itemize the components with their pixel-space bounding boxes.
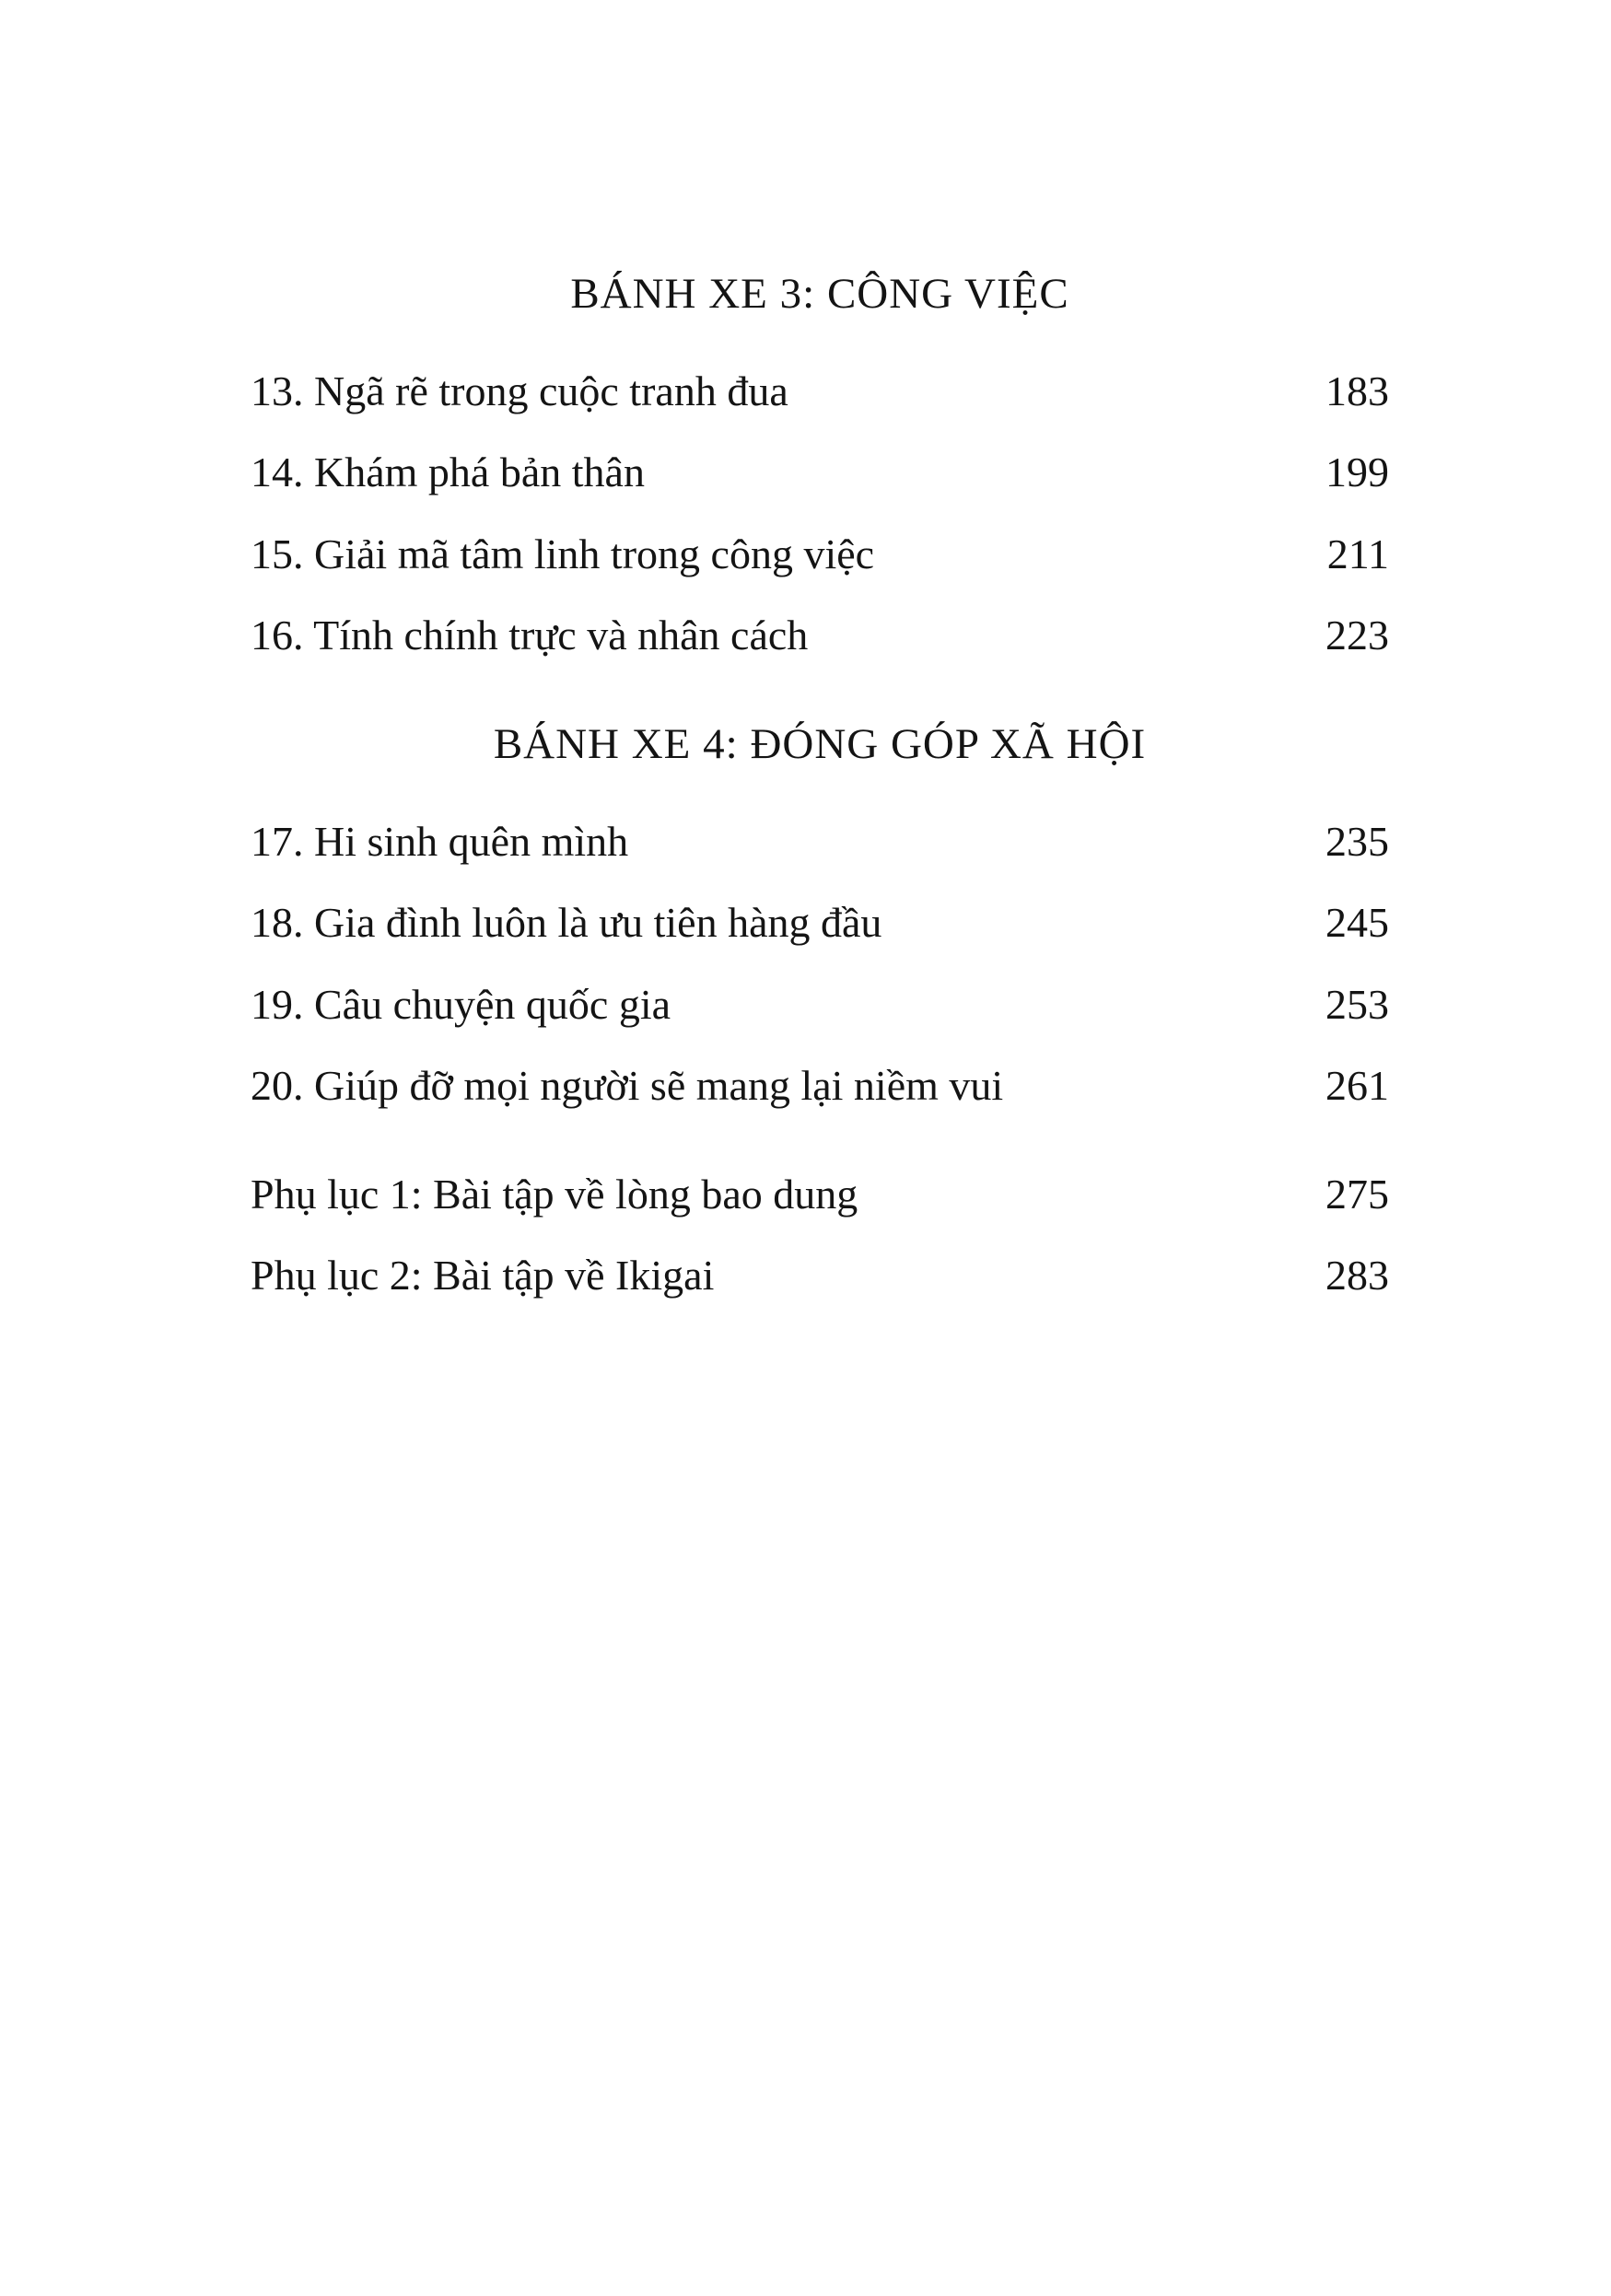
section-heading: BÁNH XE 3: CÔNG VIỆC	[570, 270, 1069, 318]
toc-appendix	[251, 1170, 1389, 1301]
toc-item-label: 13. Ngã rẽ trong cuộc tranh đua	[251, 367, 788, 414]
toc-item	[251, 611, 1389, 660]
toc-item-label: 15. Giải mã tâm linh trong công việc	[251, 530, 875, 577]
toc-item-label: 16. Tính chính trực và nhân cách	[251, 611, 809, 658]
toc-item-page-number: 253	[1325, 980, 1389, 1028]
toc-item	[251, 530, 1389, 579]
toc-item-page-number: 261	[1325, 1061, 1389, 1109]
toc-item	[251, 1170, 1389, 1219]
toc-item-page-number: 211	[1326, 530, 1389, 577]
toc-item-label: Phụ lục 1: Bài tập về lòng bao dung	[251, 1171, 858, 1218]
toc-item-label: 17. Hi sinh quên mình	[251, 818, 629, 866]
toc-item-label: 20. Giúp đỡ mọi người sẽ mang lại niềm vui	[251, 1061, 1004, 1109]
toc-item-label: 19. Câu chuyện quốc gia	[251, 980, 671, 1028]
toc-item-page-number: 275	[1325, 1171, 1389, 1218]
toc-section-wheel-3	[251, 269, 1389, 660]
toc-item	[251, 1061, 1389, 1111]
table-of-contents	[251, 269, 1389, 1333]
toc-item-page-number: 283	[1325, 1252, 1389, 1300]
toc-item	[251, 980, 1389, 1030]
toc-item-page-number: 183	[1325, 367, 1389, 414]
toc-item-page-number: 223	[1325, 611, 1389, 658]
toc-item	[251, 1251, 1389, 1300]
section-heading: BÁNH XE 4: ĐÓNG GÓP XÃ HỘI	[493, 720, 1147, 769]
toc-item-page-number: 235	[1325, 818, 1389, 866]
toc-item-page-number: 245	[1325, 899, 1389, 947]
toc-item-page-number: 199	[1325, 449, 1389, 496]
toc-item	[251, 448, 1389, 497]
toc-item-label: Phụ lục 2: Bài tập về Ikigai	[251, 1252, 715, 1300]
toc-item-label: 18. Gia đình luôn là ưu tiên hàng đầu	[251, 899, 882, 947]
toc-item	[251, 817, 1389, 867]
toc-section-wheel-4	[251, 719, 1389, 1111]
toc-item	[251, 898, 1389, 948]
toc-item	[251, 367, 1389, 416]
toc-item-label: 14. Khám phá bản thân	[251, 449, 645, 496]
